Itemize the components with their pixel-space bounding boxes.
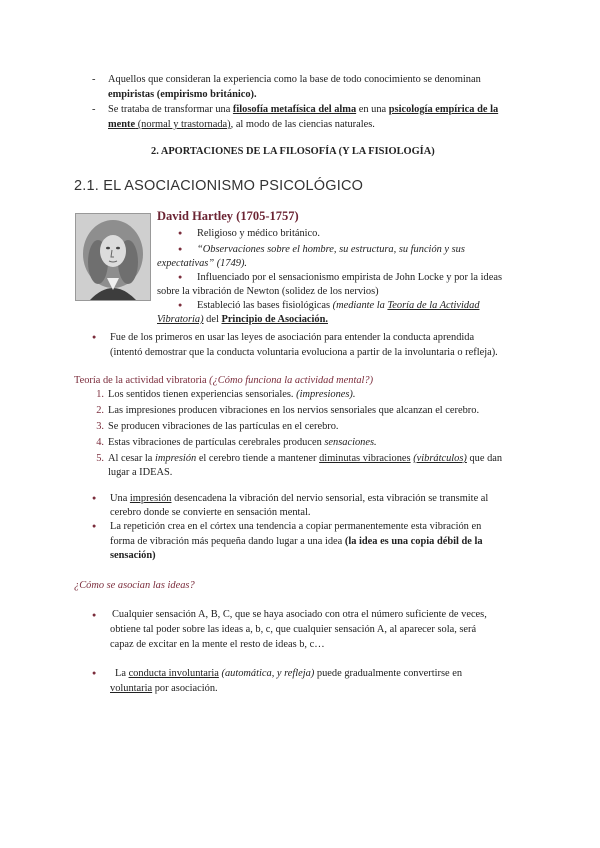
hartley-bullet-2b: expectativas” (1749).: [157, 258, 248, 269]
list-number: 3.: [96, 421, 104, 432]
dash-marker: -: [92, 74, 96, 85]
hartley-bullet-4b: [157, 312, 328, 327]
intro-item-2-pre: Se trataba de transformar una: [108, 104, 233, 115]
hartley-b4-italic: (mediante la: [332, 300, 388, 311]
theory-heading: [74, 373, 373, 388]
bullet-dot: ●: [92, 333, 97, 341]
intro-item-2-bold2a: psicología empírica de la: [388, 104, 499, 115]
hartley-b4-italic-underline: Teoría de la Actividad: [387, 300, 480, 311]
theory-item-5-mid: el cerebro tiende a mantener: [196, 453, 320, 464]
hartley-bullet-4a: [197, 298, 480, 313]
intro-item-2-post-u: (normal y trastornada): [135, 119, 231, 130]
section-heading: 2. APORTACIONES DE LA FILOSOFÍA (Y LA FISIOLOGÍA): [151, 146, 435, 157]
assoc-para-1c: capaz de excitar en la mente el resto de ideas b, c…: [110, 639, 325, 650]
theory-item-3: Se producen vibraciones de las partículas en el cerebro.: [108, 421, 339, 432]
theory-item-4-text: Estas vibraciones de partículas cerebrales producen: [108, 437, 325, 448]
assoc-para-1b: obtiene tal poder sobre las ideas a, b, c, que cualquier sensación A, al aparecer sola, será: [110, 624, 477, 635]
bullet-dot: ●: [92, 669, 97, 677]
list-number: 4.: [96, 437, 104, 448]
intro-item-2-bold2b: mente: [108, 119, 136, 130]
list-number: 2.: [96, 405, 104, 416]
assoc-p2-pre: La: [115, 668, 129, 679]
intro-item-1-bold: empiristas (empirismo británico).: [108, 89, 257, 100]
vib-p1-pre: Una: [110, 493, 130, 504]
intro-item-2: [108, 102, 548, 132]
theory-item-1: [108, 387, 356, 403]
bullet-dot: ●: [178, 229, 183, 237]
vib-para-2c: sensación): [110, 550, 156, 561]
bullet-dot: ●: [178, 273, 183, 281]
intro-item-1: [108, 72, 548, 102]
assoc-para-1a: Cualquier sensación A, B, C, que se haya asociado con otra el número suficiente de veces,: [112, 609, 487, 620]
vib-p2-pre: forma de vibración más pequeña dando lugar a una idea: [110, 536, 345, 547]
hartley-bullet-1: Religioso y médico británico.: [197, 228, 320, 239]
theory-item-4-italic: sensaciones.: [324, 437, 377, 448]
intro-item-2-mid: en una: [356, 104, 389, 115]
hartley-b4-del: del: [203, 314, 222, 325]
assoc-para-2b: [110, 681, 218, 696]
theory-item-5-underline: diminutas vibraciones: [319, 453, 411, 464]
theory-item-2: Las impresiones producen vibraciones en los nervios sensoriales que alcanzan el cerebro.: [108, 405, 480, 416]
vib-p1-post: desencadena la vibración del nervio sensorial, esta vibración se transmite al: [171, 493, 489, 504]
theory-item-5-pre: Al cesar la: [108, 453, 156, 464]
hartley-bullet-3b: sobre la vibración de Newton (solidez de los nervios): [157, 286, 379, 297]
intro-item-2-bold1: filosofía metafísica del alma: [232, 104, 357, 115]
hartley-bullet-5a: Fue de los primeros en usar las leyes de asociación para entender la conducta aprendida: [110, 332, 475, 343]
theory-title: Teoría de la actividad vibratoria: [74, 375, 210, 386]
hartley-b4-bold: Principio de Asociación.: [221, 314, 328, 325]
list-number: 5.: [96, 453, 104, 464]
bullet-dot: ●: [92, 611, 97, 619]
theory-item-1-text: Los sentidos tienen experiencias sensoriales.: [108, 389, 297, 400]
intro-item-1-text: Aquellos que consideran la experiencia como la base de todo conocimiento se denominan: [108, 74, 481, 85]
hartley-bullet-3a: Influenciado por el sensacionismo empirista de John Locke y por la ideas: [197, 272, 502, 283]
theory-item-4: [108, 435, 377, 451]
subsection-title: 2.1. EL ASOCIACIONISMO PSICOLÓGICO: [74, 178, 364, 194]
theory-item-5-italic: impresión: [155, 453, 197, 464]
theory-item-1-italic: (impresiones).: [296, 389, 356, 400]
hartley-bullet-5b: (intentó demostrar que la conducta voluntaria evoluciona a partir de la involuntaria o refleja).: [110, 347, 498, 358]
vib-para-2a: La repetición crea en el córtex una tendencia a copiar permanentemente esta vibración en: [110, 521, 482, 532]
bullet-dot: ●: [178, 245, 183, 253]
portrait-illustration: [76, 214, 150, 300]
hartley-name: David Hartley (1705-1757): [157, 209, 299, 223]
portrait-image: [75, 213, 151, 301]
assoc-p2-underline: conducta involuntaria: [128, 668, 219, 679]
bullet-dot: ●: [92, 494, 97, 502]
assoc-p2-post: puede gradualmente convertirse en: [314, 668, 463, 679]
assoc-p2-end: por asociación.: [152, 683, 218, 694]
assoc-question: ¿Cómo se asocian las ideas?: [74, 580, 195, 591]
assoc-p2-italic: (automática, y refleja): [221, 668, 315, 679]
vib-p2-bold: (la idea es una copia débil de la: [344, 536, 483, 547]
theory-item-5-italic-underline: (vibrátculos): [413, 453, 467, 464]
vib-para-1a: [110, 491, 488, 506]
theory-question: (¿Cómo funciona la actividad mental?): [209, 375, 374, 386]
vib-p1-underline: impresión: [129, 493, 172, 504]
bullet-dot: ●: [92, 522, 97, 530]
theory-item-5-line2: lugar a IDEAS.: [108, 467, 173, 478]
assoc-para-2a: [115, 666, 462, 681]
hartley-b4-pre: Estableció las bases fisiológicas: [197, 300, 333, 311]
intro-item-2-post: , al modo de las ciencias naturales.: [230, 119, 375, 130]
hartley-b4-italic-underline2: Vibratoria): [157, 314, 204, 325]
assoc-p2-underline2: voluntaria: [110, 683, 153, 694]
vib-para-1b: cerebro donde se convierte en sensación mental.: [110, 507, 311, 518]
bullet-dot: ●: [178, 301, 183, 309]
dash-marker: -: [92, 104, 96, 115]
hartley-bullet-2a: “Observaciones sobre el hombre, su estructura, su función y sus: [197, 244, 465, 255]
theory-item-5-post: que dan: [466, 453, 503, 464]
vib-para-2b: [110, 534, 483, 549]
list-number: 1.: [96, 389, 104, 400]
